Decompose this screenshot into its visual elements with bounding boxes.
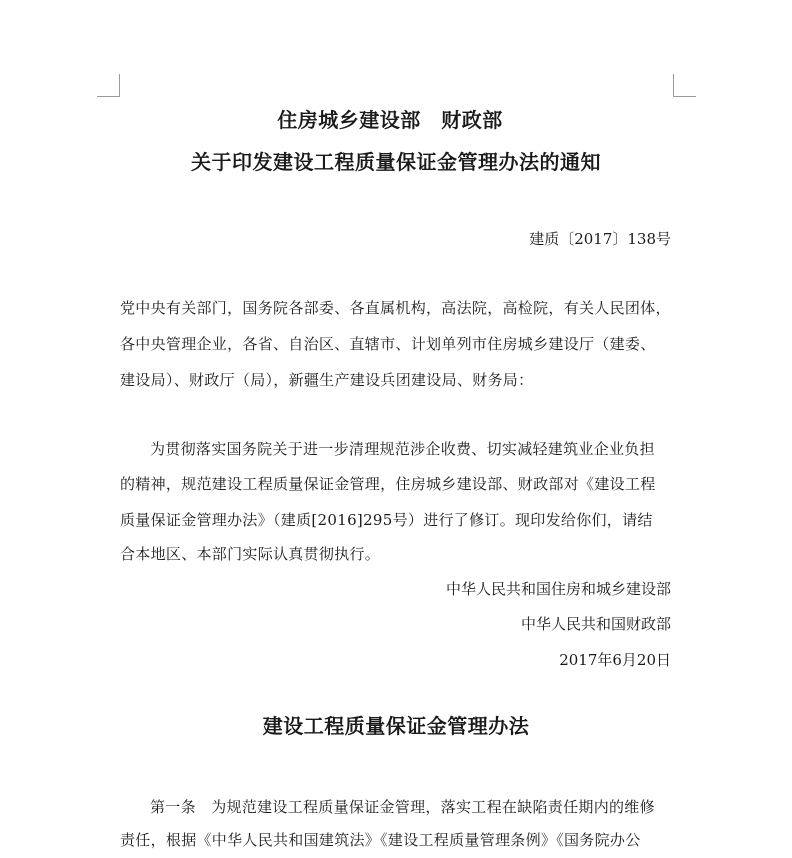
margin-corner-mark-left — [97, 74, 120, 97]
document-number: 建质〔2017〕138号 — [529, 230, 671, 248]
margin-corner-mark-right — [673, 74, 696, 97]
addressee-line: 党中央有关部门，国务院各部委、各直属机构，高法院，高检院，有关人民团体， — [120, 299, 671, 317]
body-line: 合本地区、本部门实际认真贯彻执行。 — [120, 545, 381, 563]
issuer-title: 住房城乡建设部 财政部 — [277, 108, 503, 132]
signature-date: 2017年6月20日 — [559, 651, 671, 669]
body-line: 为贯彻落实国务院关于进一步清理规范涉企收费、切实减轻建筑业企业负担 — [150, 440, 655, 458]
body-line: 的精神，规范建设工程质量保证金管理，住房城乡建设部、财政部对《建设工程 — [120, 475, 656, 493]
article-line: 责任，根据《中华人民共和国建筑法》《建设工程质量管理条例》《国务院办公 — [120, 831, 641, 849]
signature-ministry-housing: 中华人民共和国住房和城乡建设部 — [445, 580, 671, 598]
body-line: 质量保证金管理办法》（建质[2016]295号）进行了修订。现印发给你们，请结 — [120, 511, 653, 529]
article-line: 第一条 为规范建设工程质量保证金管理，落实工程在缺陷责任期内的维修 — [150, 798, 655, 816]
measures-title: 建设工程质量保证金管理办法 — [262, 714, 530, 738]
addressee-line: 建设局）、财政厅（局），新疆生产建设兵团建设局、财务局： — [120, 371, 534, 389]
signature-ministry-finance: 中华人民共和国财政部 — [520, 615, 671, 633]
addressee-line: 各中央管理企业，各省、自治区、直辖市、计划单列市住房城乡建设厅（建委、 — [120, 335, 656, 353]
notice-title: 关于印发建设工程质量保证金管理办法的通知 — [191, 150, 601, 174]
